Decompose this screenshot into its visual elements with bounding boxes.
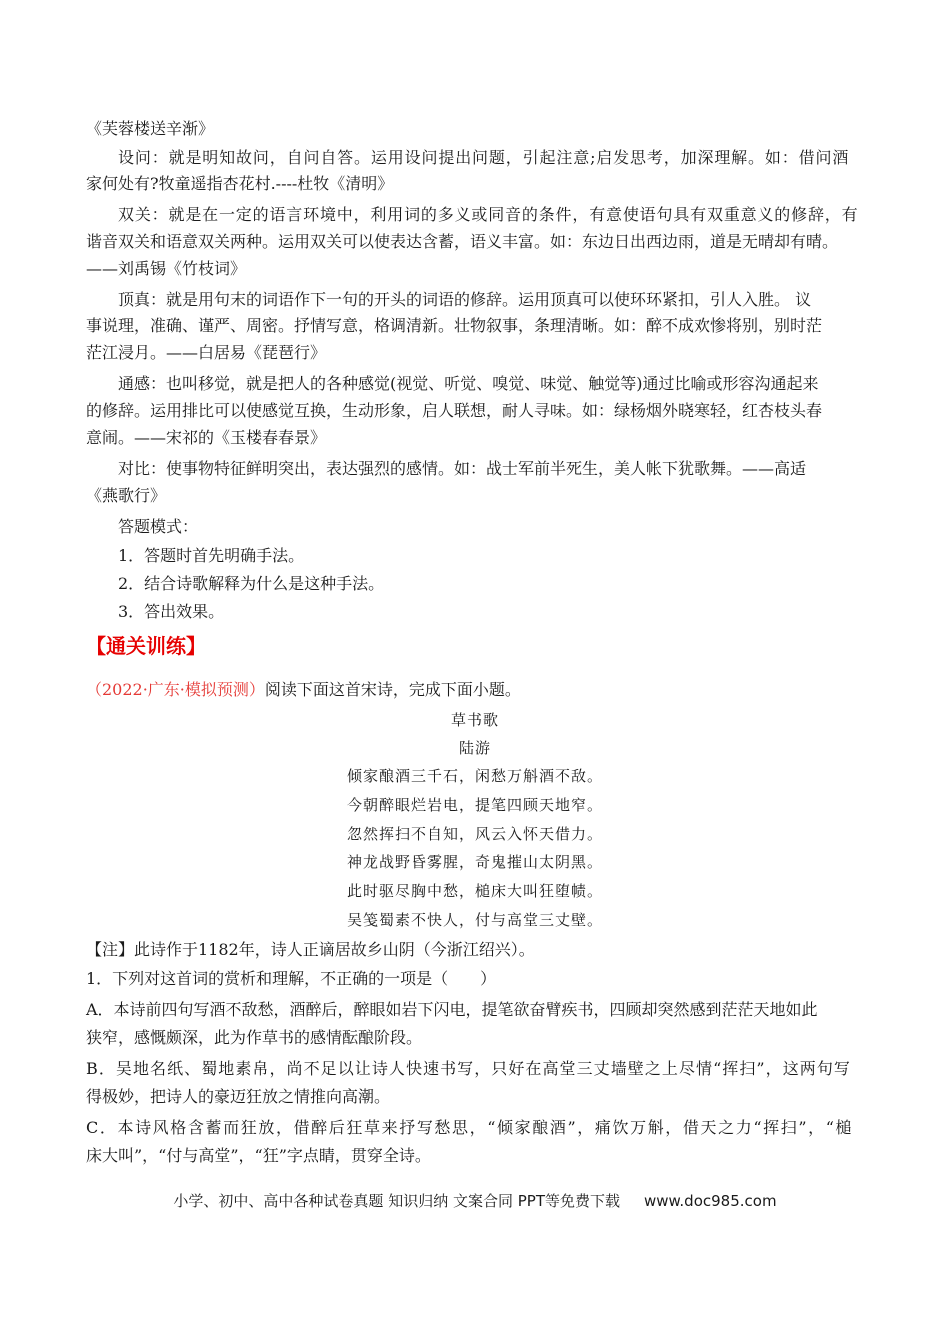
text-line: 双 关 ： 就 是 在 一 定 的 语 言 环 境 中 ， 利 用 词 的 多 义 或 同 音 的 条 件 ， 有 意 使 语 句 具 有 双 重 意 义 的 修 辞 ， 有: [118, 205, 858, 224]
poem-author: 陆游: [458, 739, 491, 757]
list-item: 2．结合诗歌解释为什么是这种手法。: [118, 574, 385, 593]
text-line: 事说理，准确、谨严、周密。抒情写意，格调清新。壮物叙事，条理清晰。如：醉不成欢惨将别，别时茫: [86, 316, 823, 335]
section-heading: 【通关训练】: [86, 634, 206, 658]
text-line: 设 问 ： 就 是 明 知 故 问 ， 自 问 自 答 。 运 用 设 问 提 出 问 题 ， 引 起 注 意 ; 启 发 思 考 ， 加 深 理 解 。 如 ： 借 问 酒: [118, 148, 849, 167]
option-c-cont: 床大叫”，“付与高堂”，“狂”字点睛，贯穿全诗。: [86, 1146, 431, 1165]
text-line: 对比：使事物特征鲜明突出，表达强烈的感情。如：战士军前半死生，美人帐下犹歌舞。——高适: [118, 459, 807, 478]
footer-url[interactable]: www.doc985.com: [643, 1192, 777, 1210]
option-b-cont: 得极妙，把诗人的豪迈狂放之情推向高潮。: [86, 1087, 391, 1106]
poem-note: 【注】此诗作于1182年，诗人正谪居故乡山阴（今浙江绍兴）。: [86, 940, 535, 959]
text-line: 通感：也叫移觉，就是把人的各种感觉(视觉、听觉、嗅觉、味觉、触觉等)通过比喻或形容沟通起来: [118, 374, 819, 393]
text-line: ——刘禹锡《竹枝词》: [86, 259, 247, 278]
question-stem: 1．下列对这首词的赏析和理解，不正确的一项是（ ）: [86, 969, 497, 988]
text-line: 答题模式：: [118, 517, 199, 536]
option-b: B ． 吴 地 名 纸 、 蜀 地 素 帛 ， 尚 不 足 以 让 诗 人 快 速 书 写 ， 只 好 在 高 堂 三 丈 墙 壁 之 上 尽 情 “ 挥 扫 ” ， 这 两 句 写: [86, 1059, 850, 1078]
footer-text: 小学、初中、高中各种试卷真题 知识归纳 文案合同 PPT等免费下载: [173, 1192, 620, 1210]
text-line: 家何处有?牧童遥指杏花村.----杜牧《清明》: [86, 174, 394, 193]
poem-line: 今朝醉眼烂岩电，提笔四顾天地窄。: [346, 796, 603, 814]
poem-line: 倾家酿酒三千石，闲愁万斛酒不敌。: [346, 767, 603, 785]
list-item: 3．答出效果。: [118, 602, 225, 621]
text-line: 意闹。——宋祁的《玉楼春春景》: [86, 428, 327, 447]
text-line: 《芙蓉楼送辛渐》: [86, 119, 215, 138]
option-c: C ． 本 诗 风 格 含 蓄 而 狂 放 ， 借 醉 后 狂 草 来 抒 写 愁 思 ， “ 倾 家 酿 酒 ” ， 痛 饮 万 斛 ， 借 天 之 力 “ 挥 扫 ” ， “ 槌: [86, 1118, 852, 1137]
poem-line: 吴笺蜀素不快人，付与高堂三丈壁。: [346, 911, 603, 929]
poem-title: 草书歌: [450, 711, 499, 729]
text-line: 谐音双关和语意双关两种。运用双关可以使表达含蓄，语义丰富。如：东边日出西边雨，道是无晴却有晴。: [86, 232, 839, 251]
option-a-cont: 狭窄，感慨颇深，此为作草书的感情酝酿阶段。: [86, 1028, 423, 1047]
text-line: 茫江浸月。——白居易《琵琶行》: [86, 343, 327, 362]
poem-line: 神龙战野昏雾腥，奇鬼摧山太阴黑。: [346, 853, 603, 871]
option-a: A．本诗前四句写酒不敌愁，酒醉后，醉眼如岩下闪电，提笔欲奋臂疾书，四顾却突然感到茫茫天地如此: [86, 1000, 818, 1019]
question-intro-text: 阅读下面这首宋诗，完成下面小题。: [264, 680, 521, 699]
text-line: 顶真：就是用句末的词语作下一句的开头的词语的修辞。运用顶真可以使环环紧扣，引人入胜。 议: [118, 290, 812, 309]
question-intro: [86, 680, 521, 700]
poem-line: 此时驱尽胸中愁，槌床大叫狂堕帻。: [346, 882, 603, 900]
page-footer: [0, 1191, 950, 1211]
list-item: 1．答题时首先明确手法。: [118, 546, 305, 565]
text-line: 《燕歌行》: [86, 486, 167, 505]
poem-line: 忽然挥扫不自知，风云入怀天借力。: [346, 825, 603, 843]
text-line: 的修辞。运用排比可以使感觉互换，生动形象，启人联想，耐人寻味。如：绿杨烟外晓寒轻，红杏枝头春: [86, 401, 823, 420]
question-source: （2022·广东·模拟预测）: [86, 680, 265, 699]
